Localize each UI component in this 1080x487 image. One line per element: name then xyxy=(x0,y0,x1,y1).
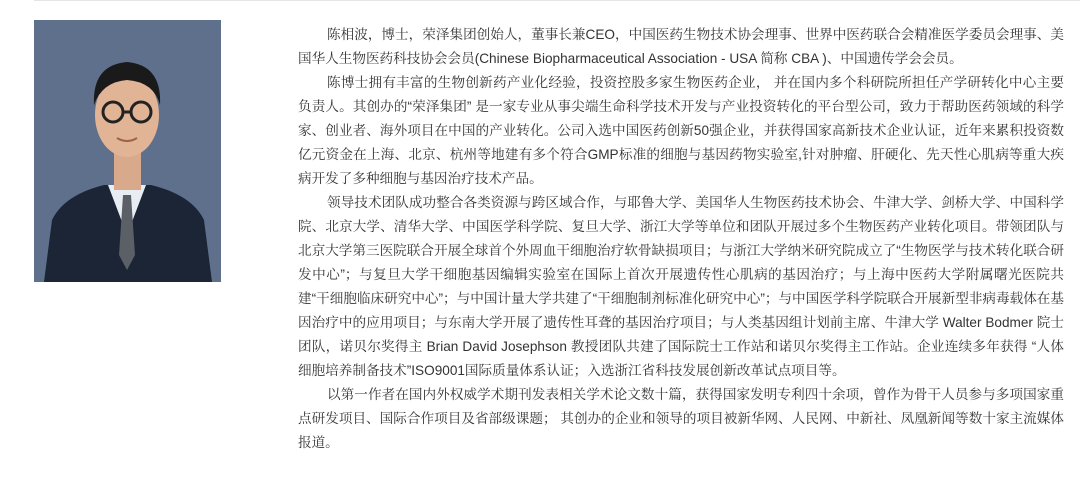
biography-text xyxy=(298,23,1064,455)
person-portrait-icon xyxy=(34,20,221,282)
bio-paragraph-collaboration: 领导技术团队成功整合各类资源与跨区域合作，与耶鲁大学、美国华人生物医药技术协会、牛津大学、剑桥大学、中国科学院、北京大学、清华大学、中国医学科学院、复旦大学、浙江大学等单位和团队开展过多个生物医药产业转化项目。带领团队与北京大学第三医院联合开展全球首个外周血干细胞治疗软骨缺损项目；与浙江大学纳米研究院成立了“生物医学与技术转化联合研发中心”；与复旦大学干细胞基因编辑实验室在国际上首次开展遗传性心肌病的基因治疗；与上海中医药大学附属曙光医院共建“干细胞临床研究中心”；与中国计量大学共建了“干细胞制剂标准化研究中心”；与中国医学科学院联合开展新型非病毒载体在基因治疗中的应用项目；与东南大学开展了遗传性耳聋的基因治疗项目；与人类基因组计划前主席、牛津大学 Walter Bodmer 院士团队，诺贝尔奖得主 Brian David Josephson 教授团队共建了国际院士工作站和诺贝尔奖得主工作站。企业连续多年获得 “人体细胞培养制备技术”ISO9001国际质量体系认证；入选浙江省科技发展创新改革试点项目等。 xyxy=(298,195,1064,378)
bio-paragraph-intro: 陈相波，博士，荣泽集团创始人，董事长兼CEO，中国医药生物技术协会理事、世界中医药联合会精准医学委员会理事、美国华人生物医药科技协会会员(Chinese Biopharmaceutical Association - USA 简称 CBA )、中国遗传学会会员。 xyxy=(298,27,1064,66)
divider xyxy=(34,0,1080,1)
bio-paragraph-experience: 陈博士拥有丰富的生物创新药产业化经验，投资控股多家生物医药企业， 并在国内多个科研院所担任产学研转化中心主要负责人。其创办的“荣泽集团” 是一家专业从事尖端生命科学技术开发与产业投资转化的平台型公司，致力于帮助医药领域的科学家、创业者、海外项目在中国的产业转化。公司入选中国医药创新50强企业，并获得国家高新技术企业认证，近年来累积投资数亿元资金在上海、北京、杭州等地建有多个符合GMP标准的细胞与基因药物实验室,针对肿瘤、肝硬化、先天性心肌病等重大疾病开发了多种细胞与基因治疗技术产品。 xyxy=(298,75,1064,186)
profile-photo xyxy=(34,20,221,282)
bio-paragraph-publications: 以第一作者在国内外权威学术期刊发表相关学术论文数十篇，获得国家发明专利四十余项，曾作为骨干人员参与多项国家重点研发项目、国际合作项目及省部级课题； 其创办的企业和领导的项目被新华网、人民网、中新社、凤凰新闻等数十家主流媒体报道。 xyxy=(298,387,1064,450)
